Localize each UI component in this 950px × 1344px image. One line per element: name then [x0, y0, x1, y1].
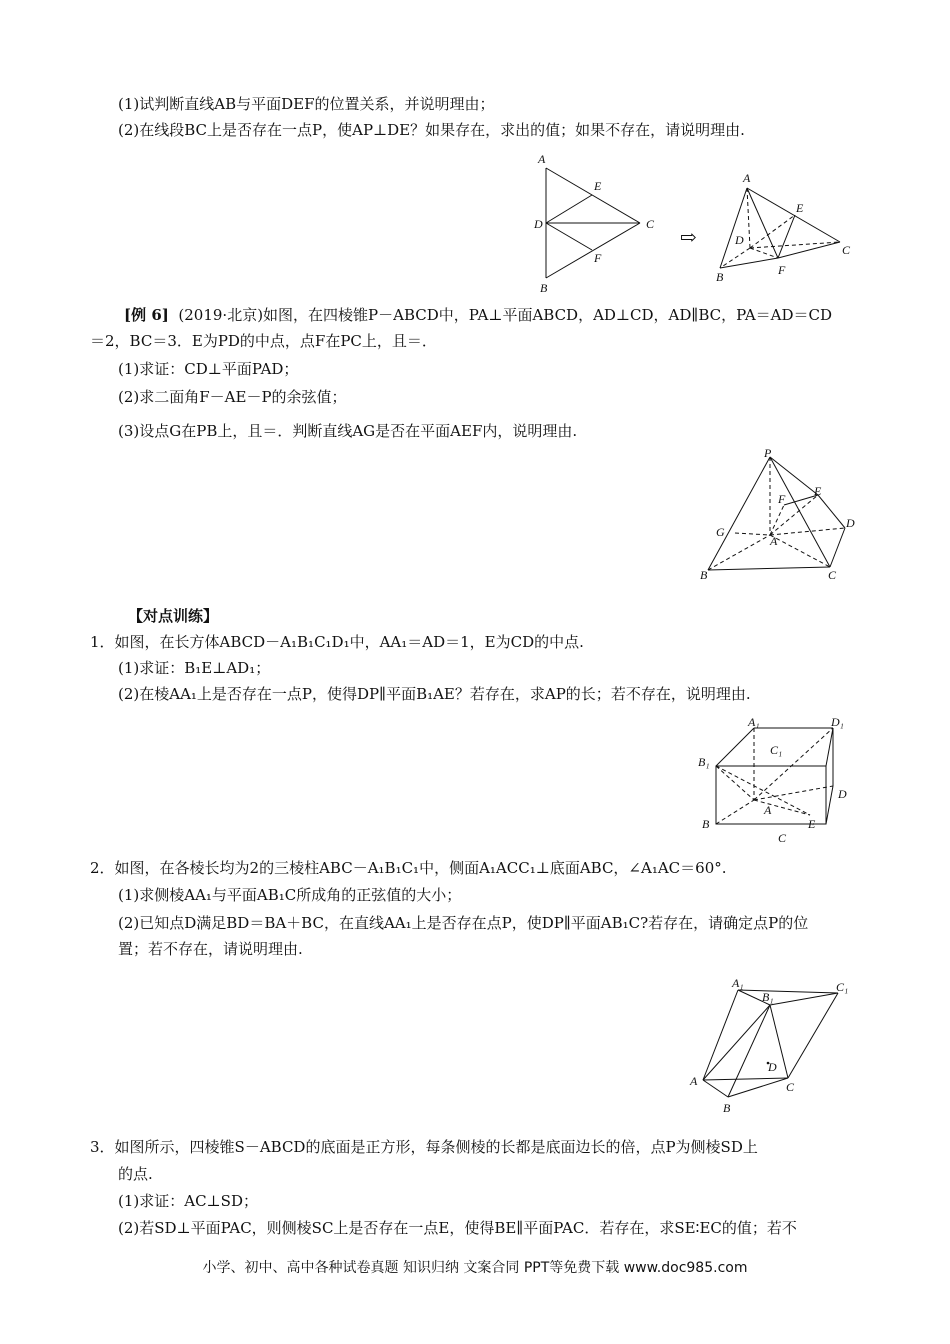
fig2-label-e: E: [814, 484, 822, 498]
fig1-label-c: C: [646, 217, 655, 231]
fig2-label-p: P: [764, 446, 772, 460]
fig1-label-b: B: [540, 281, 548, 295]
fig3-label-d1: D₁: [831, 716, 844, 729]
example6-q2: (2)求二面角F－AE－P的余弦值；: [118, 388, 347, 406]
figure-prism: [688, 975, 863, 1120]
footer-text: 小学、初中、高中各种试卷真题 知识归纳 文案合同 PPT等免费下载 www.doc985.com: [202, 1260, 748, 1276]
fig3-label-a: A: [764, 803, 772, 817]
fig2-label-b: B: [700, 568, 708, 582]
fig2-label-g: G: [716, 525, 725, 539]
fig3-label-b1: B₁: [698, 755, 710, 769]
fig4-label-b1: B₁: [762, 990, 774, 1004]
fig2-label-c: C: [828, 568, 837, 582]
figure-fold-triangle: [530, 150, 860, 295]
fig4-label-c1: C₁: [836, 980, 849, 994]
practice2-q2a: (2)已知点D满足BD＝BA＋BC，在直线AA₁上是否存在点P，使DP∥平面AB₁C?若存在，请确定点P的位: [118, 914, 809, 932]
fig4-label-d: D: [768, 1060, 777, 1074]
example6-label: [例 6]: [124, 306, 169, 324]
practice3-line2: 的点.: [118, 1165, 153, 1183]
fig3-label-c: C: [778, 831, 787, 845]
fig1-label-a: A: [538, 152, 546, 166]
practice3-q1: (1)求证：AC⊥SD；: [118, 1192, 258, 1210]
fig3-label-e: E: [808, 817, 816, 831]
fold-arrow-icon: ⇨: [680, 227, 697, 249]
top-q1: (1)试判断直线AB与平面DEF的位置关系，并说明理由；: [118, 95, 495, 113]
figure-cuboid: [698, 716, 858, 846]
fig1-label-f: F: [594, 251, 602, 265]
practice2-q2b: 置；若不存在，请说明理由.: [118, 940, 303, 958]
fig1r-label-f: F: [778, 263, 786, 277]
figure-pyramid: [700, 445, 870, 585]
practice3-line1: 3．如图所示，四棱锥S－ABCD的底面是正方形，每条侧棱的长都是底面边长的倍，点P为侧棱SD上: [90, 1138, 758, 1156]
fig2-label-a: A: [770, 534, 778, 548]
practice1-q2: (2)在棱AA₁上是否存在一点P，使得DP∥平面B₁AE？若存在，求AP的长；若不存在，说明理由.: [118, 685, 751, 703]
fig1r-label-a: A: [743, 171, 751, 185]
fig4-label-a1: A₁: [732, 976, 744, 990]
fig1-label-e: E: [594, 179, 602, 193]
practice2-line1: 2．如图，在各棱长均为2的三棱柱ABC－A₁B₁C₁中，侧面A₁ACC₁⊥底面ABC，∠A₁AC＝60°.: [90, 859, 727, 877]
fig4-label-c: C: [786, 1080, 795, 1094]
practice1-line1: 1．如图，在长方体ABCD－A₁B₁C₁D₁中，AA₁＝AD＝1，E为CD的中点.: [90, 633, 584, 651]
fig1-label-d: D: [534, 217, 543, 231]
fig3-label-b: B: [702, 817, 710, 831]
fig2-label-d: D: [846, 516, 855, 530]
practice2-q1: (1)求侧棱AA₁与平面AB₁C所成角的正弦值的大小；: [118, 886, 462, 904]
top-q2: (2)在线段BC上是否存在一点P，使AP⊥DE？如果存在，求出的值；如果不存在，请说明理由.: [118, 121, 745, 139]
fig1r-label-e: E: [796, 201, 804, 215]
fig4-label-b: B: [723, 1101, 731, 1115]
practice3-q2: (2)若SD⊥平面PAC，则侧棱SC上是否存在一点E，使得BE∥平面PAC．若存在，求SE∶EC的值；若不: [118, 1219, 797, 1237]
example6-line1: [例 6] (2019·北京)如图，在四棱锥P－ABCD中，PA⊥平面ABCD，AD⊥CD，AD∥BC，PA＝AD＝CD: [124, 306, 833, 324]
fig1r-label-b: B: [716, 270, 724, 284]
fig1r-label-c: C: [842, 243, 851, 257]
example6-line2: ＝2，BC＝3．E为PD的中点，点F在PC上，且＝．: [90, 332, 437, 350]
fig3-label-a1: A₁: [748, 716, 760, 729]
practice1-q1: (1)求证：B₁E⊥AD₁；: [118, 659, 271, 677]
practice-title: 【对点训练】: [128, 607, 219, 625]
example6-q3: (3)设点G在PB上，且＝．判断直线AG是否在平面AEF内，说明理由.: [118, 422, 578, 440]
fig4-label-a: A: [690, 1074, 698, 1088]
fig3-label-c1: C₁: [770, 743, 783, 757]
fig3-label-d: D: [838, 787, 847, 801]
fig1r-label-d: D: [735, 233, 744, 247]
fig2-label-f: F: [778, 492, 786, 506]
example6-q1: (1)求证：CD⊥平面PAD；: [118, 360, 299, 378]
